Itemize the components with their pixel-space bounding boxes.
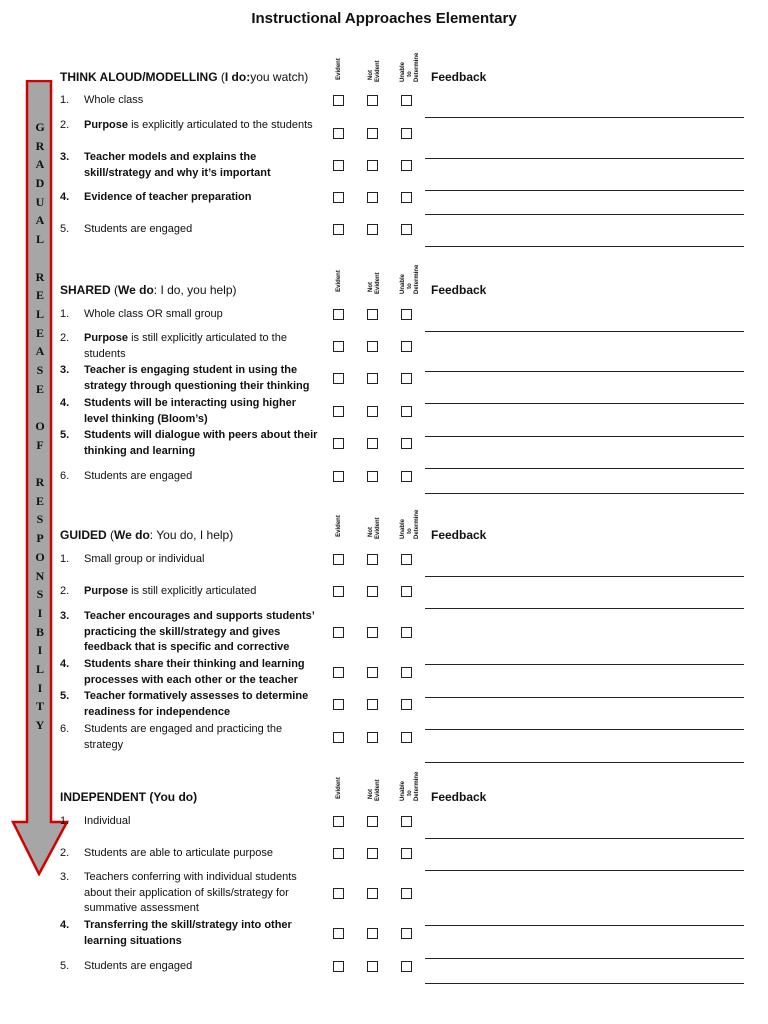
item-plain-text: Teachers conferring with individual students about their application of skills/strategy for summative assessment xyxy=(84,871,297,914)
item-plain-text: Students are engaged and practicing the strategy xyxy=(84,723,283,751)
item-number: 3. xyxy=(60,610,70,622)
not-evident-checkbox[interactable] xyxy=(367,928,378,939)
item-number: 3. xyxy=(60,871,70,883)
unable-to-determine-checkbox[interactable] xyxy=(401,224,412,235)
section-heading xyxy=(60,283,237,297)
column-header: Unable to Determine xyxy=(400,509,420,539)
column-header: Unable to Determine xyxy=(400,52,420,82)
not-evident-checkbox[interactable] xyxy=(367,192,378,203)
evident-checkbox[interactable] xyxy=(333,128,344,139)
arrow-label: G R A D U A L R E L E A S E O F R E S P O N S I B I L I T Y xyxy=(35,120,45,732)
evident-checkbox[interactable] xyxy=(333,554,344,565)
unable-to-determine-checkbox[interactable] xyxy=(401,438,412,449)
item-number: 1. xyxy=(60,815,70,827)
item-number: 5. xyxy=(60,223,70,235)
unable-to-determine-checkbox[interactable] xyxy=(401,554,412,565)
not-evident-checkbox[interactable] xyxy=(367,95,378,106)
unable-to-determine-checkbox[interactable] xyxy=(401,732,412,743)
item-text xyxy=(84,93,322,109)
evident-checkbox[interactable] xyxy=(333,699,344,710)
feedback-line[interactable] xyxy=(425,331,744,332)
evident-checkbox[interactable] xyxy=(333,192,344,203)
feedback-line[interactable] xyxy=(425,870,744,871)
item-bold-text: Teacher models and explains the skill/strategy and why it’s important xyxy=(84,151,271,179)
column-header: Evident xyxy=(336,58,342,80)
item-number: 4. xyxy=(60,191,70,203)
not-evident-checkbox[interactable] xyxy=(367,961,378,972)
item-number: 2. xyxy=(60,585,70,597)
feedback-line[interactable] xyxy=(425,983,744,984)
not-evident-checkbox[interactable] xyxy=(367,160,378,171)
section-paren-label: We do xyxy=(118,283,154,297)
item-number: 2. xyxy=(60,847,70,859)
unable-to-determine-checkbox[interactable] xyxy=(401,627,412,638)
item-bold-text: Teacher is engaging student in using the strategy through questioning their thinking xyxy=(84,364,310,392)
feedback-line[interactable] xyxy=(425,246,744,247)
item-plain-text: Whole class OR small group xyxy=(84,308,223,320)
item-number: 3. xyxy=(60,364,70,376)
feedback-line[interactable] xyxy=(425,664,744,665)
column-header: Not Evident xyxy=(368,517,381,539)
feedback-label: Feedback xyxy=(431,528,487,542)
feedback-line[interactable] xyxy=(425,608,744,609)
item-bold-text: Purpose xyxy=(84,585,129,597)
unable-to-determine-checkbox[interactable] xyxy=(401,406,412,417)
page-title: Instructional Approaches Elementary xyxy=(251,10,517,27)
feedback-label: Feedback xyxy=(431,790,487,804)
not-evident-checkbox[interactable] xyxy=(367,128,378,139)
item-number: 6. xyxy=(60,723,70,735)
section-subtitle: (I do:you watch) xyxy=(220,70,309,84)
evident-checkbox[interactable] xyxy=(333,586,344,597)
section-name: SHARED xyxy=(60,283,111,297)
unable-to-determine-checkbox[interactable] xyxy=(401,309,412,320)
section-subtitle: (We do: I do, you help) xyxy=(114,283,237,297)
evident-checkbox[interactable] xyxy=(333,961,344,972)
feedback-line[interactable] xyxy=(425,493,744,494)
item-text xyxy=(84,150,322,181)
item-number: 1. xyxy=(60,308,70,320)
item-text xyxy=(84,689,322,720)
feedback-line[interactable] xyxy=(425,158,744,159)
section-paren-label: (You do) xyxy=(149,790,198,804)
evident-checkbox[interactable] xyxy=(333,816,344,827)
item-text xyxy=(84,722,322,753)
item-number: 2. xyxy=(60,119,70,131)
item-text xyxy=(84,363,322,394)
unable-to-determine-checkbox[interactable] xyxy=(401,95,412,106)
item-text xyxy=(84,657,322,688)
section-paren-text: : I do, you help xyxy=(153,283,233,297)
item-text xyxy=(84,331,322,362)
evident-checkbox[interactable] xyxy=(333,848,344,859)
not-evident-checkbox[interactable] xyxy=(367,732,378,743)
not-evident-checkbox[interactable] xyxy=(367,554,378,565)
not-evident-checkbox[interactable] xyxy=(367,471,378,482)
item-number: 3. xyxy=(60,151,70,163)
evident-checkbox[interactable] xyxy=(333,627,344,638)
not-evident-checkbox[interactable] xyxy=(367,586,378,597)
feedback-line[interactable] xyxy=(425,468,744,469)
feedback-line[interactable] xyxy=(425,576,744,577)
evident-checkbox[interactable] xyxy=(333,95,344,106)
evident-checkbox[interactable] xyxy=(333,341,344,352)
column-header: Unable to Determine xyxy=(400,771,420,801)
feedback-line[interactable] xyxy=(425,697,744,698)
item-text xyxy=(84,222,322,238)
feedback-label: Feedback xyxy=(431,70,487,84)
feedback-line[interactable] xyxy=(425,214,744,215)
section-paren-text: : You do, I help xyxy=(149,528,230,542)
item-number: 5. xyxy=(60,960,70,972)
section-subtitle xyxy=(149,790,197,804)
unable-to-determine-checkbox[interactable] xyxy=(401,128,412,139)
not-evident-checkbox[interactable] xyxy=(367,627,378,638)
item-text xyxy=(84,846,322,862)
evident-checkbox[interactable] xyxy=(333,406,344,417)
item-text xyxy=(84,918,322,949)
item-number: 1. xyxy=(60,553,70,565)
not-evident-checkbox[interactable] xyxy=(367,373,378,384)
unable-to-determine-checkbox[interactable] xyxy=(401,699,412,710)
evident-checkbox[interactable] xyxy=(333,667,344,678)
item-text xyxy=(84,190,322,206)
evident-checkbox[interactable] xyxy=(333,309,344,320)
not-evident-checkbox[interactable] xyxy=(367,406,378,417)
not-evident-checkbox[interactable] xyxy=(367,699,378,710)
item-plain-text: Students are able to articulate purpose xyxy=(84,847,273,859)
section-paren-text: you watch xyxy=(250,70,305,84)
item-plain-text: Students are engaged xyxy=(84,223,193,235)
item-plain-text: is still explicitly articulated xyxy=(128,585,257,597)
item-number: 5. xyxy=(60,690,70,702)
section-heading xyxy=(60,790,197,804)
item-text xyxy=(84,584,322,600)
item-plain-text: is still explicitly articulated to the students xyxy=(84,332,287,360)
column-header: Evident xyxy=(336,515,342,537)
item-text xyxy=(84,118,322,134)
item-text xyxy=(84,469,322,485)
item-plain-text: Small group or individual xyxy=(84,553,205,565)
item-text xyxy=(84,307,322,323)
evident-checkbox[interactable] xyxy=(333,373,344,384)
unable-to-determine-checkbox[interactable] xyxy=(401,667,412,678)
unable-to-determine-checkbox[interactable] xyxy=(401,586,412,597)
evident-checkbox[interactable] xyxy=(333,471,344,482)
unable-to-determine-checkbox[interactable] xyxy=(401,816,412,827)
feedback-line[interactable] xyxy=(425,436,744,437)
item-bold-text: Students will dialogue with peers about their thinking and learning xyxy=(84,429,318,457)
item-bold-text: Students share their thinking and learning processes with each other or the teacher xyxy=(84,658,305,686)
item-number: 6. xyxy=(60,470,70,482)
section-paren-label: We do xyxy=(114,528,150,542)
item-bold-text: Teacher encourages and supports students’ practicing the skill/strategy and gives feedback that is specific and corrective xyxy=(84,610,315,653)
item-bold-text: Evidence of teacher preparation xyxy=(84,191,252,203)
item-text xyxy=(84,814,322,830)
not-evident-checkbox[interactable] xyxy=(367,224,378,235)
item-bold-text: Purpose xyxy=(84,119,129,131)
feedback-line[interactable] xyxy=(425,958,744,959)
item-number: 4. xyxy=(60,397,70,409)
evident-checkbox[interactable] xyxy=(333,888,344,899)
column-header: Evident xyxy=(336,270,342,292)
item-number: 1. xyxy=(60,94,70,106)
item-bold-text: Purpose xyxy=(84,332,129,344)
column-header: Not Evident xyxy=(368,272,381,294)
not-evident-checkbox[interactable] xyxy=(367,309,378,320)
unable-to-determine-checkbox[interactable] xyxy=(401,848,412,859)
item-text xyxy=(84,959,322,975)
section-heading xyxy=(60,70,308,84)
item-number: 4. xyxy=(60,658,70,670)
not-evident-checkbox[interactable] xyxy=(367,848,378,859)
feedback-line[interactable] xyxy=(425,190,744,191)
evident-checkbox[interactable] xyxy=(333,438,344,449)
unable-to-determine-checkbox[interactable] xyxy=(401,192,412,203)
unable-to-determine-checkbox[interactable] xyxy=(401,471,412,482)
unable-to-determine-checkbox[interactable] xyxy=(401,341,412,352)
not-evident-checkbox[interactable] xyxy=(367,438,378,449)
item-bold-text: Students will be interacting using higher level thinking (Bloom’s) xyxy=(84,397,297,425)
unable-to-determine-checkbox[interactable] xyxy=(401,961,412,972)
section-name: INDEPENDENT xyxy=(60,790,147,804)
feedback-line[interactable] xyxy=(425,729,744,730)
item-text xyxy=(84,396,322,427)
evident-checkbox[interactable] xyxy=(333,928,344,939)
section-name: THINK ALOUD/MODELLING xyxy=(60,70,218,84)
section-paren-label: I do: xyxy=(224,70,251,84)
item-number: 2. xyxy=(60,332,70,344)
section-subtitle: (We do: You do, I help) xyxy=(110,528,234,542)
evident-checkbox[interactable] xyxy=(333,732,344,743)
item-number: 4. xyxy=(60,919,70,931)
item-text xyxy=(84,870,322,917)
item-bold-text: Teacher formatively assesses to determine readiness for independence xyxy=(84,690,309,718)
column-header: Not Evident xyxy=(368,60,381,82)
unable-to-determine-checkbox[interactable] xyxy=(401,888,412,899)
item-bold-text: Transferring the skill/strategy into other learning situations xyxy=(84,919,292,947)
unable-to-determine-checkbox[interactable] xyxy=(401,373,412,384)
unable-to-determine-checkbox[interactable] xyxy=(401,160,412,171)
item-number: 5. xyxy=(60,429,70,441)
not-evident-checkbox[interactable] xyxy=(367,341,378,352)
column-header: Not Evident xyxy=(368,779,381,801)
feedback-line[interactable] xyxy=(425,838,744,839)
section-heading xyxy=(60,528,233,542)
feedback-line[interactable] xyxy=(425,762,744,763)
section-name: GUIDED xyxy=(60,528,107,542)
feedback-line[interactable] xyxy=(425,371,744,372)
item-text xyxy=(84,552,322,568)
unable-to-determine-checkbox[interactable] xyxy=(401,928,412,939)
evident-checkbox[interactable] xyxy=(333,160,344,171)
item-plain-text: is explicitly articulated to the students xyxy=(128,119,313,131)
item-plain-text: Students are engaged xyxy=(84,470,193,482)
not-evident-checkbox[interactable] xyxy=(367,667,378,678)
column-header: Evident xyxy=(336,777,342,799)
column-header: Unable to Determine xyxy=(400,264,420,294)
feedback-label: Feedback xyxy=(431,283,487,297)
not-evident-checkbox[interactable] xyxy=(367,816,378,827)
feedback-line[interactable] xyxy=(425,403,744,404)
evident-checkbox[interactable] xyxy=(333,224,344,235)
item-plain-text: Individual xyxy=(84,815,131,827)
item-text xyxy=(84,428,322,459)
item-plain-text: Whole class xyxy=(84,94,144,106)
feedback-line[interactable] xyxy=(425,925,744,926)
item-text xyxy=(84,609,322,656)
feedback-line[interactable] xyxy=(425,117,744,118)
item-plain-text: Students are engaged xyxy=(84,960,193,972)
not-evident-checkbox[interactable] xyxy=(367,888,378,899)
